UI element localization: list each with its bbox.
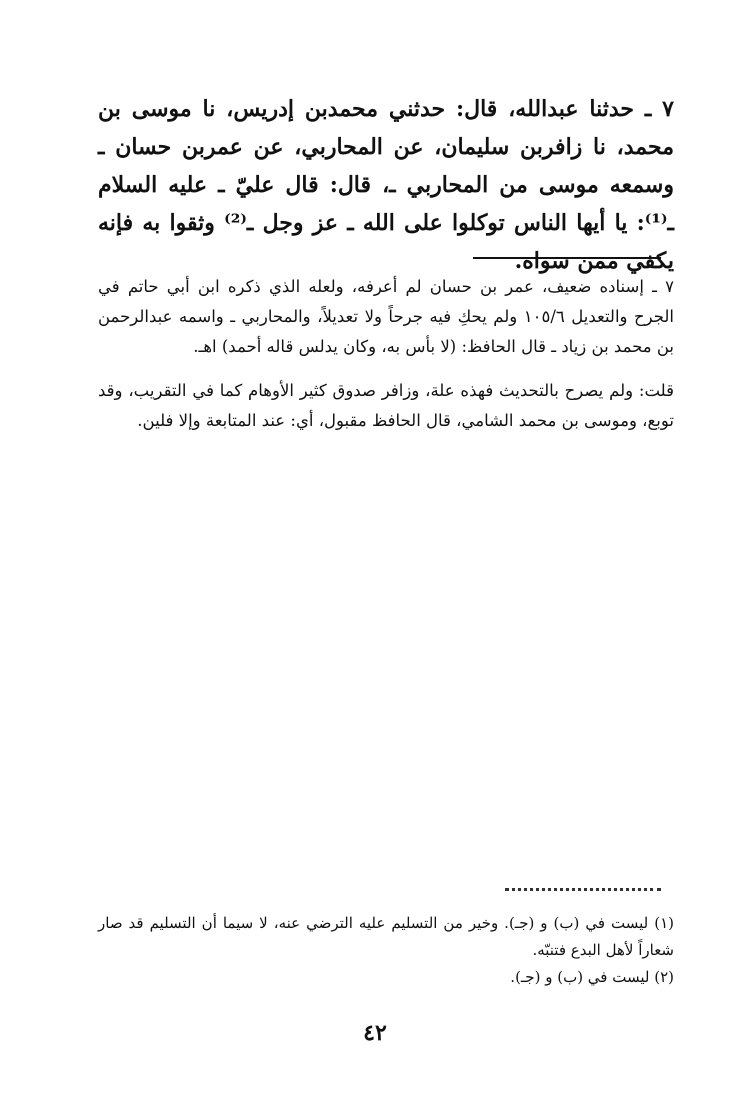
hadith-paragraph: ٧ ـ حدثنا عبدالله، قال: حدثني محمدبن إدريس، نا موسى بن محمد، نا زافربن سليمان، عن المحاربي، عن عمربن حسان ـ وسمعه موسى من المحاربي ـ، قال: قال عليّ ـ عليه السلام ـ⁽¹⁾: يا أيها الناس توكلوا على الله ـ عز وجل ـ⁽²⁾ وثقوا به فإنه يكفي ممن سواه. xyxy=(98,96,674,274)
footnote-2: (٢) ليست في (ب) و (جـ). xyxy=(510,968,674,986)
text-separator-line xyxy=(473,257,661,259)
commentary-paragraph-isnad: ٧ ـ إسناده ضعيف، عمر بن حسان لم أعرفه، ولعله الذي ذكره ابن أبي حاتم في الجرح والتعديل ١٠٥/٦ ولم يحكِ فيه جرحاً ولا تعديلاً، والمحاربي ـ واسمه عبدالرحمن بن محمد بن زياد ـ قال الحافظ: (لا بأس به، وكان يدلس قاله أحمد) اهـ. xyxy=(98,277,674,356)
commentary-section xyxy=(98,272,674,436)
page-number: ٤٢ xyxy=(363,1020,387,1046)
commentary-paragraph-note: قلت: ولم يصرح بالتحديث فهذه علة، وزافر صدوق كثير الأوهام كما في التقريب، وقد توبع، وموسى بن محمد الشامي، قال الحافظ مقبول، أي: عند المتابعة وإلا فلين. xyxy=(98,381,674,430)
footnote-1: (١) ليست في (ب) و (جـ). وخير من التسليم عليه الترضي عنه، لا سيما أن التسليم قد صار شعاراً لأهل البدع فتنبّه. xyxy=(98,914,674,959)
footnotes-section xyxy=(98,910,674,991)
footnote-separator xyxy=(505,888,661,891)
hadith-text xyxy=(98,90,674,280)
